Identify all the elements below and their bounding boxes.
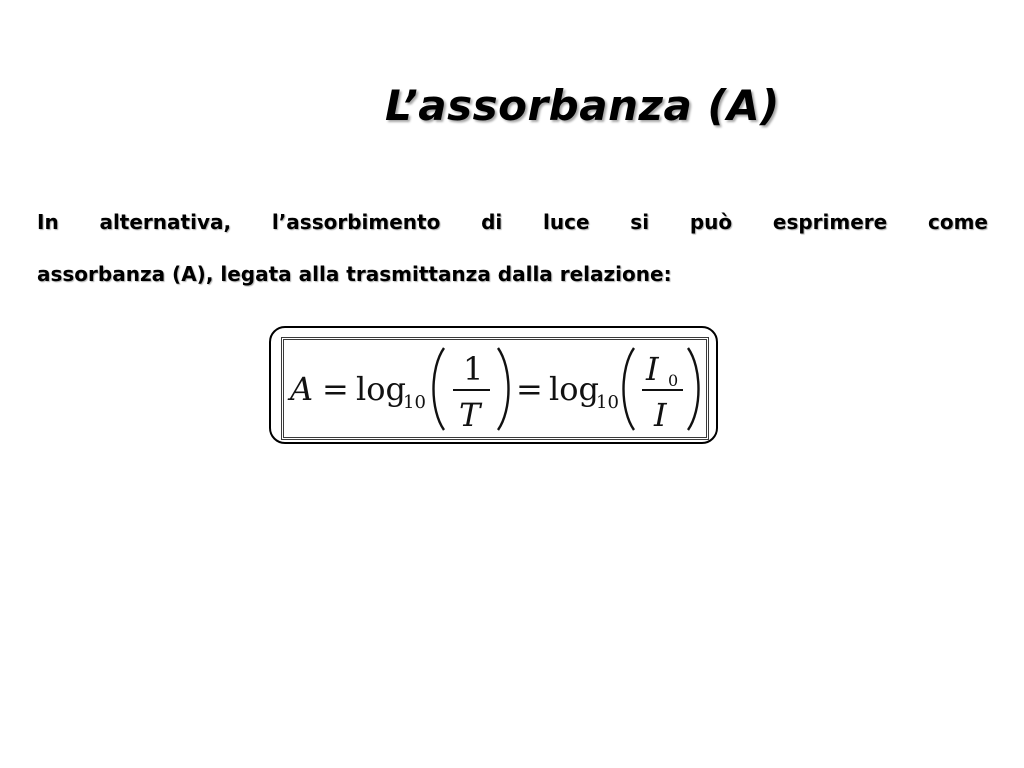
formula-denominator-1: T	[459, 396, 481, 434]
paragraph-line-2: assorbanza (A), legata alla trasmittanza dalla relazione:	[37, 262, 672, 286]
left-paren-1	[434, 348, 445, 430]
left-paren-2	[624, 348, 635, 430]
formula-base-2: 10	[596, 392, 619, 413]
formula-graphic	[284, 340, 706, 437]
formula-numerator-2: I	[646, 350, 659, 388]
right-paren-1	[498, 348, 509, 430]
formula-lhs: A	[290, 370, 314, 408]
body-paragraph	[37, 196, 988, 300]
formula-denominator-2: I	[654, 396, 667, 434]
paragraph-line-1: In alternativa, l’assorbimento di luce si può esprimere come	[37, 210, 988, 234]
formula-equals-1: =	[322, 370, 349, 408]
absorbance-formula	[281, 337, 709, 440]
formula-equals-2: =	[516, 370, 543, 408]
formula-numerator-2-subscript: 0	[668, 371, 679, 390]
right-paren-2	[688, 348, 699, 430]
formula-log-2: log	[549, 370, 599, 408]
formula-base-1: 10	[403, 392, 426, 413]
slide-title: L’assorbanza (A)	[385, 81, 780, 130]
formula-numerator-1: 1	[463, 350, 484, 388]
formula-log-1: log	[356, 370, 406, 408]
